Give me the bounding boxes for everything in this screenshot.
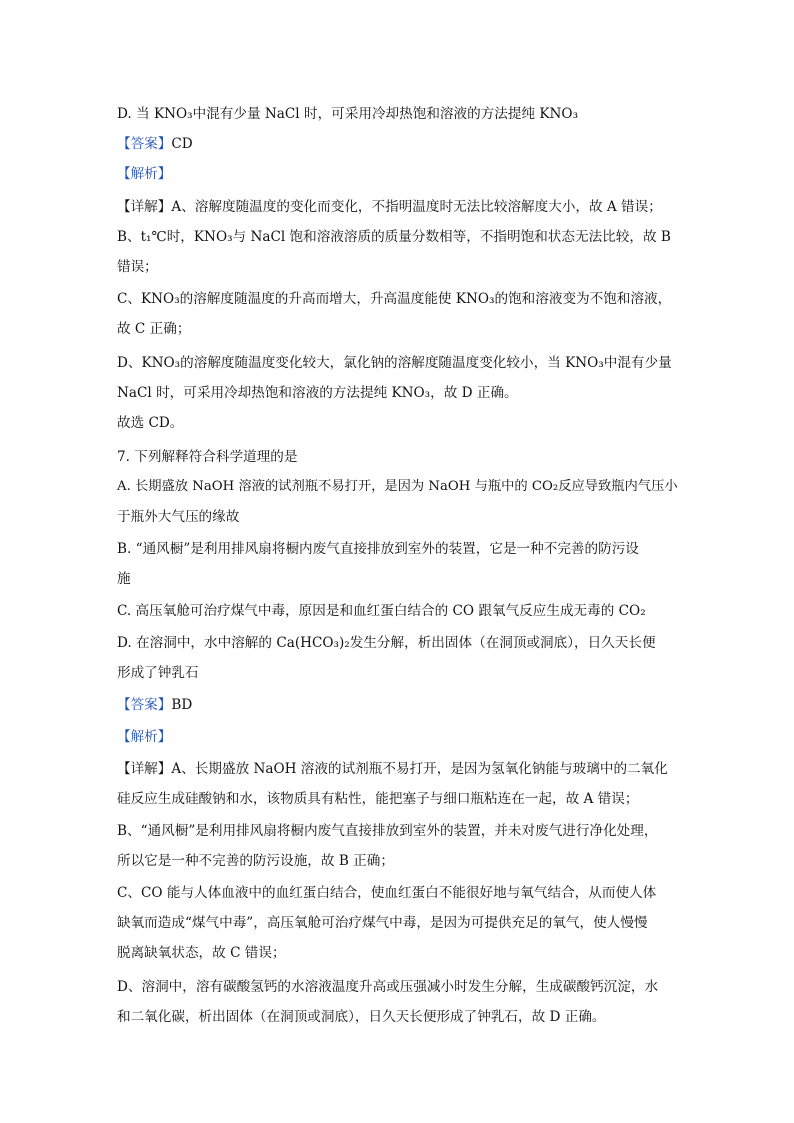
text-line: 错误； (117, 259, 158, 275)
option-a: A. 长期盛放 NaOH 溶液的试剂瓶不易打开，是因为 NaOH 与瓶中的 CO₂反应导致瓶内气压小 (117, 479, 678, 494)
analysis-label: 【解析】 (117, 166, 172, 182)
text-line: 故 C 正确； (117, 321, 191, 337)
text-line: C、CO 能与人体血液中的血红蛋白结合，使血红蛋白不能很好地与氧气结合，从而使人体 (117, 885, 657, 901)
answer-line (117, 134, 193, 154)
analysis-tag (117, 727, 171, 747)
analysis-label: 【解析】 (117, 729, 172, 745)
detail-line (117, 197, 662, 217)
question-7-stem: 7. 下列解释符合科学道理的是 (117, 449, 298, 465)
option-d-previous (117, 104, 578, 124)
text-line: D. 当 KNO₃中混有少量 NaCl 时，可采用冷却热饱和溶液的方法提纯 KNO₃ (117, 106, 579, 122)
analysis-tag (117, 164, 171, 184)
answer-value: CD (171, 136, 193, 152)
option-a-cont: 于瓶外大气压的缘故 (117, 509, 240, 525)
detail-line (117, 759, 668, 779)
text-line: 脱离缺氧状态，故 C 错误； (117, 945, 286, 961)
text-line: C、KNO₃的溶解度随温度的升高而增大，升高温度能使 KNO₃的饱和溶液变为不饱和溶液， (117, 291, 672, 307)
text-line: D、KNO₃的溶解度随温度变化较大，氯化钠的溶解度随温度变化较小，当 KNO₃中混有少量 (117, 355, 672, 371)
text-line: A、长期盛放 NaOH 溶液的试剂瓶不易打开，是因为氢氧化钠能与玻璃中的二氧化 (171, 761, 668, 777)
detail-tag: 【详解】 (117, 199, 172, 215)
answer-tag: 【答案】 (117, 697, 172, 713)
text-line: 缺氧而造成“煤气中毒”，高压氧舱可治疗煤气中毒，是因为可提供充足的氧气，使人慢慢 (117, 915, 648, 931)
detail-tag: 【详解】 (117, 761, 172, 777)
text-line: B、t₁℃时，KNO₃与 NaCl 饱和溶液溶质的质量分数相等，不指明饱和状态无法比较，故 B (117, 229, 671, 245)
text-line: 和二氧化碳，析出固体（在洞顶或洞底），日久天长便形成了钟乳石，故 D 正确。 (117, 1009, 606, 1025)
answer-line (117, 695, 192, 715)
text-line: 所以它是一种不完善的防污设施，故 B 正确； (117, 853, 394, 869)
option-d-cont: 形成了钟乳石 (117, 665, 199, 681)
option-b-cont: 施 (117, 571, 131, 587)
text-line: NaCl 时，可采用冷却热饱和溶液的方法提纯 KNO₃，故 D 正确。 (117, 385, 518, 401)
text-line: B、“通风橱”是利用排风扇将橱内废气直接排放到室外的装置，并未对废气进行净化处理， (117, 823, 658, 839)
option-c: C. 高压氧舱可治疗煤气中毒，原因是和血红蛋白结合的 CO 跟氧气反应生成无毒的 CO₂ (117, 603, 646, 619)
option-b: B. “通风橱”是利用排风扇将橱内废气直接排放到室外的装置，它是一种不完善的防污设 (117, 541, 639, 557)
text-line: 故选 CD。 (117, 415, 184, 431)
answer-tag: 【答案】 (117, 136, 172, 152)
option-d: D. 在溶洞中，水中溶解的 Ca(HCO₃)₂发生分解，析出固体（在洞顶或洞底），日久天长便 (117, 635, 656, 651)
text-line: 硅反应生成硅酸钠和水，该物质具有粘性，能把塞子与细口瓶粘连在一起，故 A 错误； (117, 791, 639, 807)
text-line: D、溶洞中，溶有碳酸氢钙的水溶液温度升高或压强减小时发生分解，生成碳酸钙沉淀，水 (117, 979, 659, 995)
text-line: A、溶解度随温度的变化而变化，不指明温度时无法比较溶解度大小，故 A 错误； (171, 199, 662, 215)
answer-value: BD (171, 697, 193, 713)
